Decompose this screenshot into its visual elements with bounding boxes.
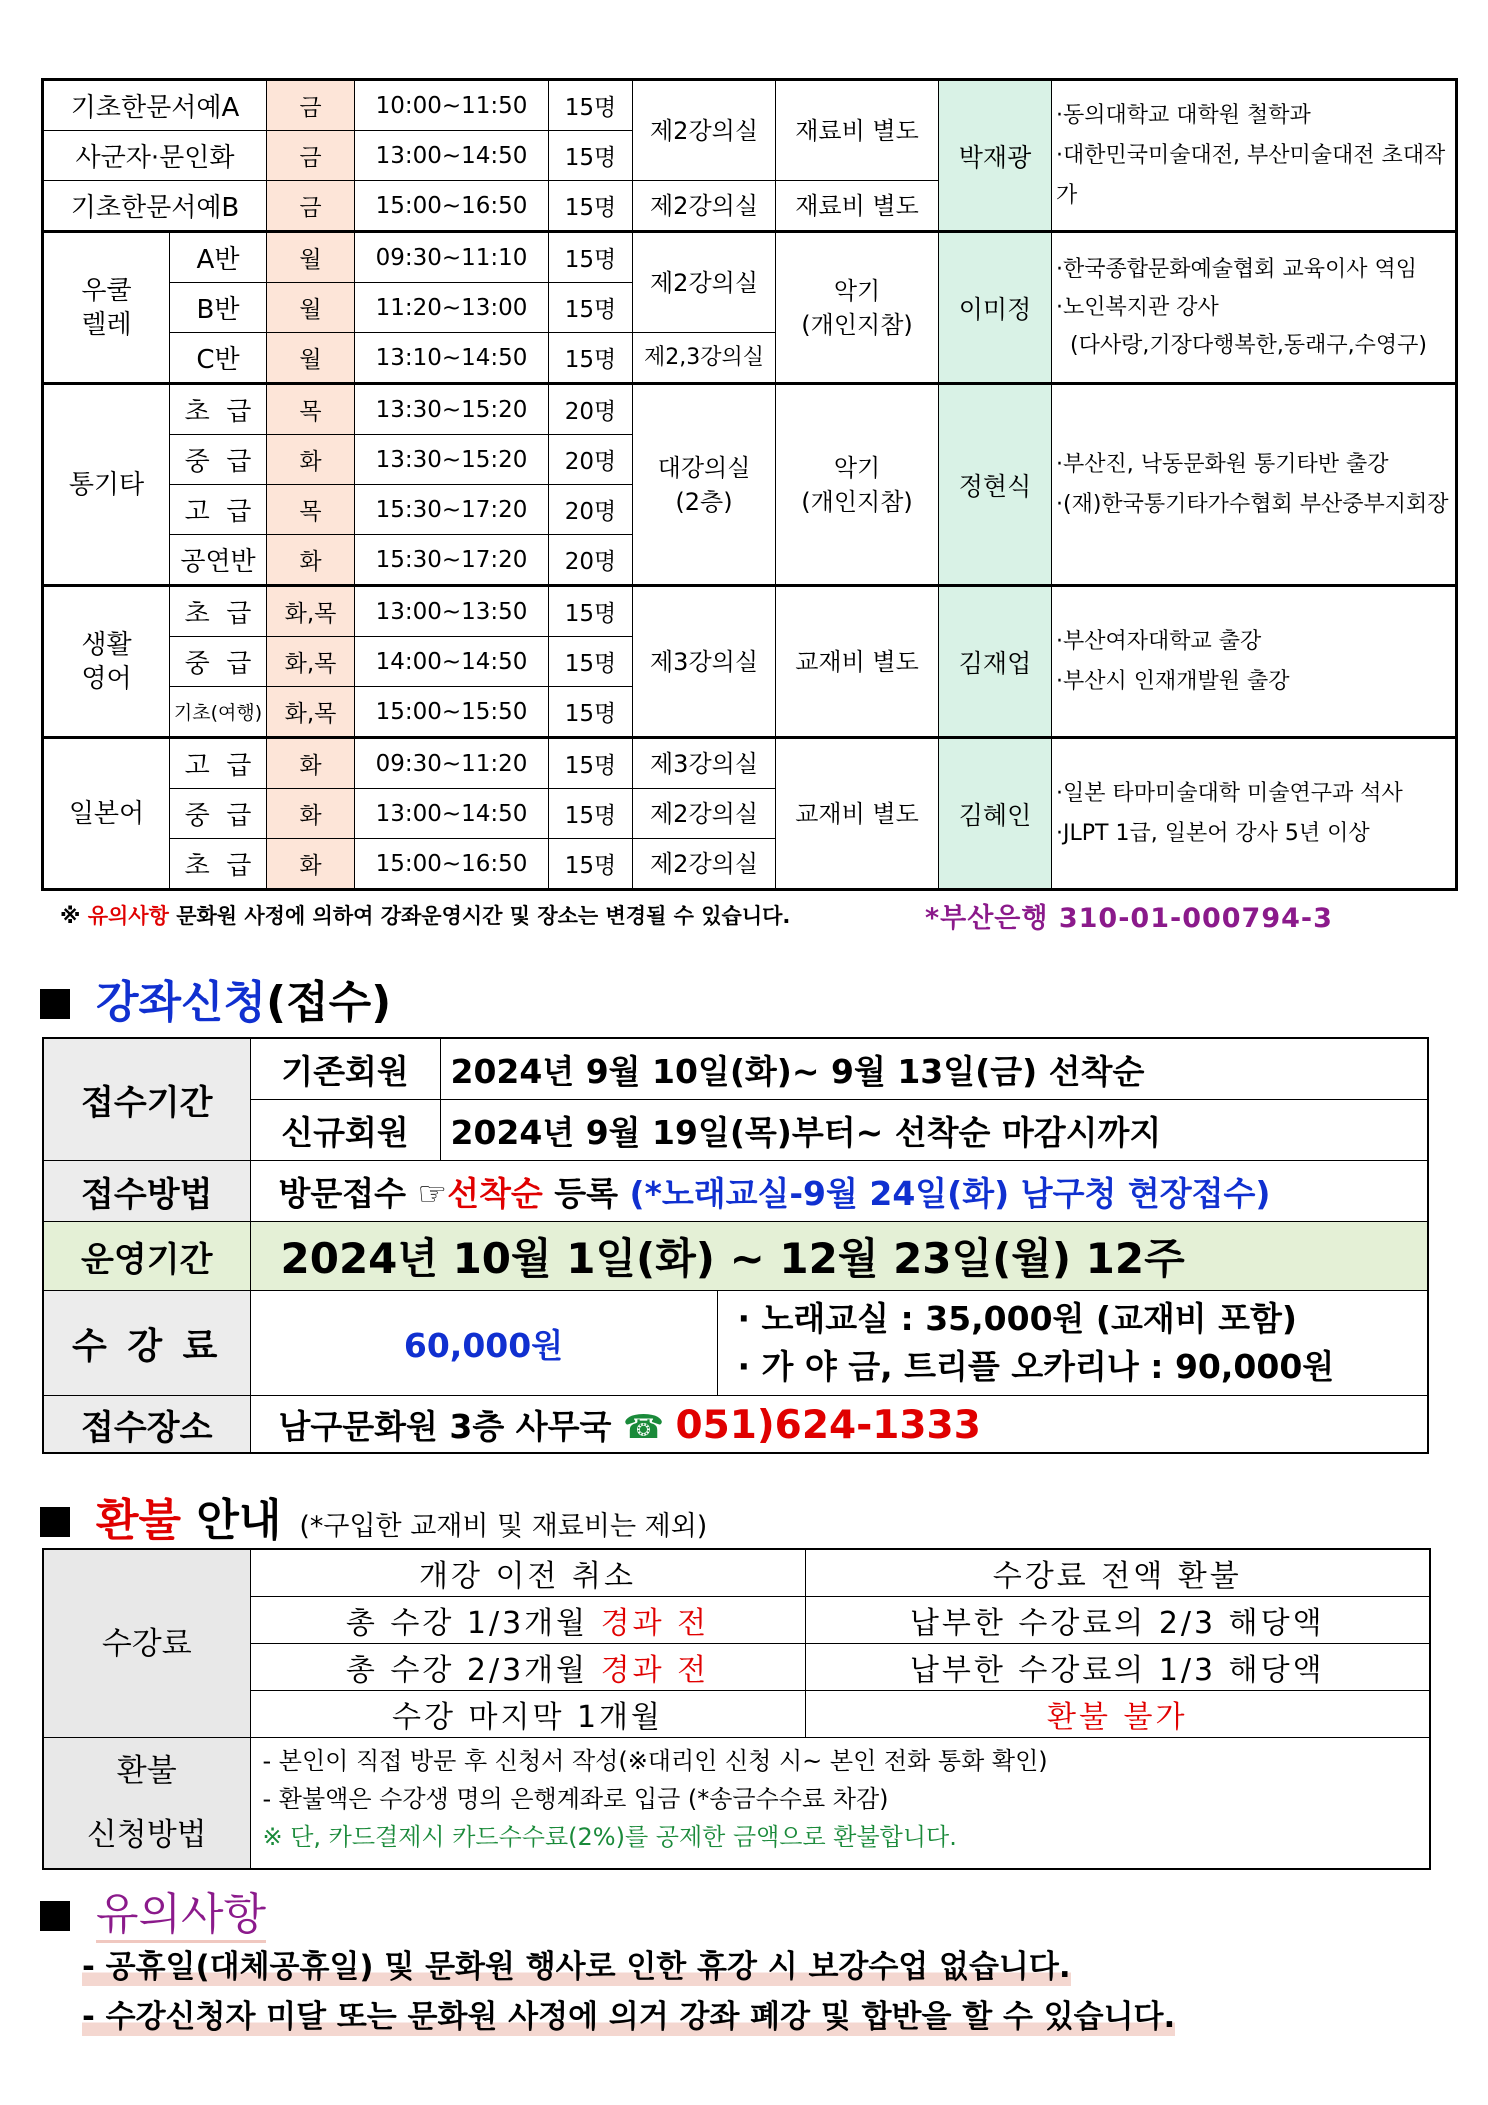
refund-method-label: 환불 신청방법 <box>43 1738 250 1870</box>
refund-table <box>42 1548 1431 1870</box>
refund-heading: 환불 안내 (*구입한 교재비 및 재료비는 제외) <box>40 1484 707 1548</box>
course-time: 15:00~15:50 <box>355 687 549 738</box>
table-row <box>43 1291 1428 1396</box>
refund-condition: 총 수강 2/3개월 경과 전 <box>250 1644 805 1691</box>
refund-condition: 수강 마지막 1개월 <box>250 1691 805 1738</box>
refund-fee-label: 수강료 <box>43 1549 250 1738</box>
phone-icon: ☎ <box>622 1406 664 1446</box>
course-class: 중 급 <box>170 789 267 839</box>
course-name: 기초한문서예B <box>43 181 267 232</box>
course-time: 10:00~11:50 <box>355 80 549 131</box>
course-class: 초 급 <box>170 384 267 435</box>
bank-account: *부산은행 310-01-000794-3 <box>925 903 1333 934</box>
course-material: 재료비 별도 <box>776 80 939 181</box>
place-label: 접수장소 <box>43 1396 250 1454</box>
course-capacity: 20명 <box>549 535 633 586</box>
course-time: 13:00~14:50 <box>355 131 549 181</box>
registration-heading: 강좌신청(접수) <box>40 966 391 1030</box>
course-capacity: 15명 <box>549 738 633 789</box>
course-capacity: 15명 <box>549 637 633 687</box>
table-row <box>43 1597 1430 1644</box>
course-teacher: 김혜인 <box>939 738 1052 890</box>
course-teacher: 김재업 <box>939 586 1052 738</box>
period-label: 접수기간 <box>43 1038 250 1161</box>
course-time: 13:30~15:20 <box>355 384 549 435</box>
course-day: 화,목 <box>267 687 355 738</box>
course-capacity: 15명 <box>549 80 633 131</box>
course-capacity: 20명 <box>549 384 633 435</box>
course-material: 교재비 별도 <box>776 738 939 890</box>
course-material: 악기 (개인지참) <box>776 232 939 384</box>
note-item: - 수강신청자 미달 또는 문화원 사정에 의거 강좌 폐강 및 합반을 할 수 있습니다. <box>82 1991 1175 2036</box>
note-item: - 공휴일(대체공휴일) 및 문화원 행사로 인한 휴강 시 보강수업 없습니다. <box>82 1941 1071 1986</box>
course-time: 13:00~14:50 <box>355 789 549 839</box>
course-class: B반 <box>170 283 267 333</box>
table-row <box>43 1396 1428 1454</box>
course-time: 13:10~14:50 <box>355 333 549 384</box>
table-row <box>43 1100 1428 1161</box>
new-member-period: 2024년 9월 19일(목)부터~ 선착순 마감시까지 <box>440 1100 1428 1161</box>
course-room: 제2강의실 <box>633 232 776 333</box>
teacher-career: ·일본 타마미술대학 미술연구과 석사 ·JLPT 1급, 일본어 강사 5년 이상 <box>1052 738 1457 890</box>
course-day: 화,목 <box>267 637 355 687</box>
course-name: 사군자·문인화 <box>43 131 267 181</box>
course-category: 우쿨 렐레 <box>43 232 170 384</box>
course-capacity: 15명 <box>549 232 633 283</box>
course-time: 15:00~16:50 <box>355 181 549 232</box>
course-time: 11:20~13:00 <box>355 283 549 333</box>
course-capacity: 15명 <box>549 789 633 839</box>
course-day: 목 <box>267 485 355 535</box>
course-day: 화 <box>267 738 355 789</box>
fee-extra: · 노래교실 : 35,000원 (교재비 포함) · 가 야 금, 트리플 오카리나 : 90,000원 <box>717 1291 1428 1396</box>
course-day: 금 <box>267 80 355 131</box>
table-row <box>43 586 1457 637</box>
notes-heading: 유의사항 <box>40 1878 266 1942</box>
course-day: 금 <box>267 181 355 232</box>
course-class: 고 급 <box>170 485 267 535</box>
course-class: 중 급 <box>170 637 267 687</box>
course-class: C반 <box>170 333 267 384</box>
phone-number: 051)624-1333 <box>675 1402 981 1448</box>
method-label: 접수방법 <box>43 1161 250 1222</box>
square-bullet-icon <box>40 989 70 1019</box>
table-row <box>43 738 1457 789</box>
course-day: 화,목 <box>267 586 355 637</box>
course-name: 기초한문서예A <box>43 80 267 131</box>
course-room: 제3강의실 <box>633 586 776 738</box>
course-day: 금 <box>267 131 355 181</box>
course-room: 제3강의실 <box>633 738 776 789</box>
table-row <box>43 1038 1428 1100</box>
course-room: 대강의실 (2층) <box>633 384 776 586</box>
course-room: 제2강의실 <box>633 80 776 181</box>
course-teacher: 박재광 <box>939 80 1052 232</box>
course-capacity: 15명 <box>549 283 633 333</box>
course-capacity: 15명 <box>549 333 633 384</box>
course-room: 제2강의실 <box>633 181 776 232</box>
method-value: 방문접수 ☞선착순 등록 (*노래교실-9월 24일(화) 남구청 현장접수) <box>250 1161 1428 1222</box>
table-row <box>43 80 1457 131</box>
course-capacity: 20명 <box>549 485 633 535</box>
course-time: 13:00~13:50 <box>355 586 549 637</box>
refund-result: 납부한 수강료의 2/3 해당액 <box>805 1597 1430 1644</box>
teacher-career: ·부산진, 낙동문화원 통기타반 출강 ·(재)한국통기타가수협회 부산중부지회장 <box>1052 384 1457 586</box>
course-capacity: 15명 <box>549 586 633 637</box>
course-class: 초 급 <box>170 586 267 637</box>
course-material: 악기 (개인지참) <box>776 384 939 586</box>
square-bullet-icon <box>40 1901 70 1931</box>
existing-member-period: 2024년 9월 10일(화)~ 9월 13일(금) 선착순 <box>440 1038 1428 1100</box>
fee-value: 60,000원 <box>250 1291 717 1396</box>
course-time: 09:30~11:10 <box>355 232 549 283</box>
square-bullet-icon <box>40 1507 70 1537</box>
course-time: 13:30~15:20 <box>355 435 549 485</box>
table-row <box>43 232 1457 283</box>
course-time: 14:00~14:50 <box>355 637 549 687</box>
course-class: 고 급 <box>170 738 267 789</box>
refund-result: 수강료 전액 환불 <box>805 1549 1430 1597</box>
course-time: 09:30~11:20 <box>355 738 549 789</box>
table-row <box>43 1644 1430 1691</box>
schedule-table <box>41 78 1458 891</box>
teacher-career: ·한국종합문화예술협회 교육이사 역임 ·노인복지관 강사 (다사랑,기장다행복한,동래구,수영구) <box>1052 232 1457 384</box>
course-class: 공연반 <box>170 535 267 586</box>
schedule-notice: ※ 유의사항 문화원 사정에 의하여 강좌운영시간 및 장소는 변경될 수 있습니다. <box>60 904 791 928</box>
table-row <box>43 1222 1428 1291</box>
course-day: 화 <box>267 789 355 839</box>
table-row <box>43 384 1457 435</box>
refund-method-list: - 본인이 직접 방문 후 신청서 작성(※대리인 신청 시~ 본인 전화 통화 확인) - 환불액은 수강생 명의 은행계좌로 입금 (*송금수수료 차감) ※ 단, 카드결제시 카드수수료(2%)를 공제한 금액으로 환불합니다. <box>250 1738 1430 1870</box>
course-category: 일본어 <box>43 738 170 890</box>
course-teacher: 이미정 <box>939 232 1052 384</box>
course-day: 월 <box>267 283 355 333</box>
teacher-career: ·부산여자대학교 출강 ·부산시 인재개발원 출강 <box>1052 586 1457 738</box>
table-row <box>43 1691 1430 1738</box>
existing-member-label: 기존회원 <box>250 1038 440 1100</box>
course-room: 제2,3강의실 <box>633 333 776 384</box>
course-time: 15:30~17:20 <box>355 485 549 535</box>
new-member-label: 신규회원 <box>250 1100 440 1161</box>
refund-result: 환불 불가 <box>805 1691 1430 1738</box>
course-day: 화 <box>267 535 355 586</box>
course-category: 생활 영어 <box>43 586 170 738</box>
refund-result: 납부한 수강료의 1/3 해당액 <box>805 1644 1430 1691</box>
course-capacity: 20명 <box>549 435 633 485</box>
course-capacity: 15명 <box>549 131 633 181</box>
table-row <box>43 1161 1428 1222</box>
course-teacher: 정현식 <box>939 384 1052 586</box>
course-capacity: 15명 <box>549 839 633 890</box>
course-time: 15:00~16:50 <box>355 839 549 890</box>
course-day: 월 <box>267 333 355 384</box>
table-row <box>43 1549 1430 1597</box>
course-material: 교재비 별도 <box>776 586 939 738</box>
course-capacity: 15명 <box>549 687 633 738</box>
course-class: 기초(여행) <box>170 687 267 738</box>
teacher-career: ·동의대학교 대학원 철학과 ·대한민국미술대전, 부산미술대전 초대작가 <box>1052 80 1457 232</box>
operation-label: 운영기간 <box>43 1222 250 1291</box>
operation-period: 2024년 10월 1일(화) ~ 12월 23일(월) 12주 <box>250 1222 1428 1291</box>
course-day: 월 <box>267 232 355 283</box>
course-day: 화 <box>267 435 355 485</box>
refund-condition: 총 수강 1/3개월 경과 전 <box>250 1597 805 1644</box>
table-row <box>43 1738 1430 1870</box>
course-class: A반 <box>170 232 267 283</box>
fee-label: 수 강 료 <box>43 1291 250 1396</box>
refund-condition: 개강 이전 취소 <box>250 1549 805 1597</box>
course-time: 15:30~17:20 <box>355 535 549 586</box>
course-room: 제2강의실 <box>633 839 776 890</box>
pointing-hand-icon: ☞ <box>417 1173 448 1213</box>
course-day: 목 <box>267 384 355 435</box>
course-capacity: 15명 <box>549 181 633 232</box>
course-class: 중 급 <box>170 435 267 485</box>
course-material: 재료비 별도 <box>776 181 939 232</box>
course-category: 통기타 <box>43 384 170 586</box>
course-room: 제2강의실 <box>633 789 776 839</box>
course-class: 초 급 <box>170 839 267 890</box>
registration-table <box>42 1037 1429 1454</box>
place-value: 남구문화원 3층 사무국 ☎ 051)624-1333 <box>250 1396 1428 1454</box>
course-day: 화 <box>267 839 355 890</box>
